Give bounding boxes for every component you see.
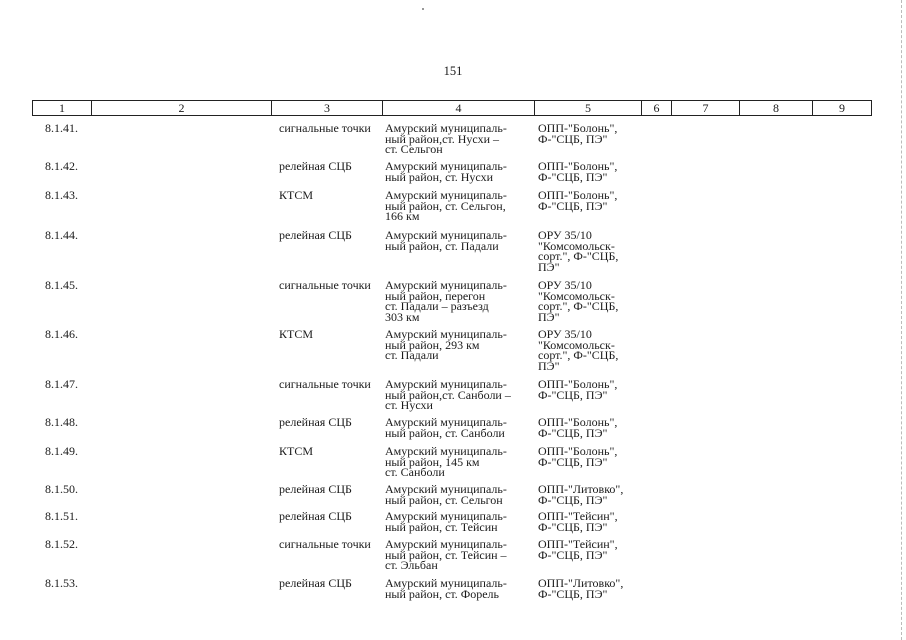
object-type: релейная СЦБ: [279, 482, 352, 496]
source-line: Ф-"СЦБ, ПЭ": [538, 519, 608, 534]
location-line: ный район, ст. Сельгон,: [385, 198, 506, 213]
source-line: ОПП-"Болонь",: [538, 415, 618, 429]
source-line: ОПП-"Болонь",: [538, 188, 618, 202]
power-source: [538, 511, 618, 532]
row-number: 8.1.43.: [45, 188, 78, 202]
location-line: ный район, ст. Падали: [385, 238, 499, 253]
object-location: [385, 446, 507, 478]
power-source: [538, 190, 617, 211]
location-line: ный район, ст. Форель: [385, 586, 500, 601]
object-location: [385, 511, 507, 532]
location-line: ст. Нусхи: [385, 398, 433, 413]
source-line: ОРУ 35/10: [538, 278, 592, 292]
source-line: "Комсомольск-: [538, 288, 615, 303]
source-line: ОПП-"Тейсин",: [538, 509, 618, 523]
power-source: [538, 446, 617, 467]
location-line: ный район,ст. Нусхи –: [385, 131, 499, 146]
source-line: ОПП-"Болонь",: [538, 159, 618, 173]
location-line: Амурский муниципаль-: [385, 188, 507, 202]
header-cell-6: 6: [641, 101, 671, 115]
object-type: релейная СЦБ: [279, 159, 352, 173]
power-source: [538, 417, 617, 438]
row-number: 8.1.47.: [45, 377, 78, 391]
row-number: 8.1.48.: [45, 415, 78, 429]
row-number: 8.1.42.: [45, 159, 78, 173]
row-number: 8.1.41.: [45, 121, 78, 135]
location-line: Амурский муниципаль-: [385, 415, 507, 429]
source-line: Ф-"СЦБ, ПЭ": [538, 198, 608, 213]
location-line: Амурский муниципаль-: [385, 377, 507, 391]
table-header-row: [32, 100, 872, 116]
power-source: [538, 379, 617, 400]
source-line: Ф-"СЦБ, ПЭ": [538, 547, 608, 562]
source-line: сорт.", Ф-"СЦБ,: [538, 299, 619, 314]
object-type: релейная СЦБ: [279, 415, 352, 429]
location-line: ст. Эльбан: [385, 558, 438, 573]
location-line: Амурский муниципаль-: [385, 278, 507, 292]
object-type: сигнальные точки: [279, 377, 371, 391]
source-line: ПЭ": [538, 358, 560, 373]
row-number: 8.1.50.: [45, 482, 78, 496]
object-type: релейная СЦБ: [279, 228, 352, 242]
source-line: Ф-"СЦБ, ПЭ": [538, 169, 608, 184]
power-source: [538, 161, 617, 182]
source-line: ПЭ": [538, 259, 560, 274]
power-source: [538, 230, 618, 272]
object-type: сигнальные точки: [279, 537, 371, 551]
source-line: Ф-"СЦБ, ПЭ": [538, 425, 608, 440]
power-source: [538, 329, 618, 371]
location-line: Амурский муниципаль-: [385, 444, 507, 458]
object-location: [385, 230, 507, 251]
power-source: [538, 123, 617, 144]
source-line: ОПП-"Болонь",: [538, 377, 618, 391]
location-line: ный район, ст. Сельгон: [385, 492, 503, 507]
header-cell-4: 4: [382, 101, 534, 115]
object-location: [385, 161, 507, 182]
header-cell-3: 3: [271, 101, 382, 115]
object-location: [385, 578, 507, 599]
object-type: релейная СЦБ: [279, 576, 352, 590]
source-line: ОРУ 35/10: [538, 228, 592, 242]
location-line: Амурский муниципаль-: [385, 121, 507, 135]
location-line: ный район, ст. Тейсин: [385, 519, 498, 534]
row-number: 8.1.51.: [45, 509, 78, 523]
object-type: КТСМ: [279, 188, 314, 202]
location-line: 303 км: [385, 309, 420, 324]
object-location: [385, 190, 507, 222]
object-location: [385, 484, 507, 505]
source-line: Ф-"СЦБ, ПЭ": [538, 454, 608, 469]
source-line: "Комсомольск-: [538, 337, 615, 352]
header-cell-9: 9: [812, 101, 871, 115]
object-location: [385, 123, 507, 155]
object-location: [385, 280, 507, 322]
source-line: Ф-"СЦБ, ПЭ": [538, 586, 608, 601]
power-source: [538, 484, 623, 505]
page-right-edge: [900, 0, 902, 640]
object-type: сигнальные точки: [279, 121, 371, 135]
source-line: ОПП-"Литовко",: [538, 576, 624, 590]
source-line: ОПП-"Тейсин",: [538, 537, 618, 551]
location-line: 166 км: [385, 209, 420, 224]
row-number: 8.1.45.: [45, 278, 78, 292]
power-source: [538, 578, 623, 599]
object-location: [385, 539, 507, 571]
source-line: ПЭ": [538, 309, 560, 324]
location-line: Амурский муниципаль-: [385, 576, 507, 590]
source-line: ОПП-"Литовко",: [538, 482, 624, 496]
object-type: КТСМ: [279, 444, 314, 458]
location-line: Амурский муниципаль-: [385, 228, 507, 242]
row-number: 8.1.52.: [45, 537, 78, 551]
source-line: сорт.", Ф-"СЦБ,: [538, 249, 619, 264]
location-line: ст. Сельгон: [385, 142, 443, 157]
object-location: [385, 417, 507, 438]
location-line: Амурский муниципаль-: [385, 327, 507, 341]
row-number: 8.1.49.: [45, 444, 78, 458]
object-location: [385, 329, 507, 361]
object-location: [385, 379, 511, 411]
row-number: 8.1.44.: [45, 228, 78, 242]
location-line: ный район, 293 км: [385, 337, 480, 352]
header-cell-5: 5: [534, 101, 641, 115]
power-source: [538, 280, 618, 322]
header-cell-2: 2: [91, 101, 271, 115]
location-line: ст. Падали: [385, 348, 439, 363]
source-line: сорт.", Ф-"СЦБ,: [538, 348, 619, 363]
source-line: ОПП-"Болонь",: [538, 121, 618, 135]
location-line: Амурский муниципаль-: [385, 482, 507, 496]
location-line: ст. Падали – разъезд: [385, 299, 489, 314]
location-line: ный район, ст. Тейсин –: [385, 547, 507, 562]
source-line: Ф-"СЦБ, ПЭ": [538, 131, 608, 146]
source-line: Ф-"СЦБ, ПЭ": [538, 492, 608, 507]
location-line: Амурский муниципаль-: [385, 537, 507, 551]
power-source: [538, 539, 618, 560]
location-line: Амурский муниципаль-: [385, 159, 507, 173]
header-cell-7: 7: [671, 101, 739, 115]
location-line: ный район, перегон: [385, 288, 486, 303]
object-type: сигнальные точки: [279, 278, 371, 292]
source-line: ОПП-"Болонь",: [538, 444, 618, 458]
location-line: ст. Санболи: [385, 465, 445, 480]
source-line: ОРУ 35/10: [538, 327, 592, 341]
page-number: 151: [443, 64, 463, 78]
row-number: 8.1.53.: [45, 576, 78, 590]
location-line: ный район, 145 км: [385, 454, 480, 469]
source-line: Ф-"СЦБ, ПЭ": [538, 387, 608, 402]
source-line: "Комсомольск-: [538, 238, 615, 253]
location-line: Амурский муниципаль-: [385, 509, 507, 523]
header-cell-1: 1: [59, 101, 65, 115]
object-type: КТСМ: [279, 327, 314, 341]
object-type: релейная СЦБ: [279, 509, 352, 523]
header-cell-8: 8: [739, 101, 812, 115]
location-line: ный район,ст. Санболи –: [385, 387, 511, 402]
location-line: ный район, ст. Санболи: [385, 425, 505, 440]
location-line: ный район, ст. Нусхи: [385, 169, 493, 184]
row-number: 8.1.46.: [45, 327, 78, 341]
page-top-mark: [422, 8, 424, 10]
